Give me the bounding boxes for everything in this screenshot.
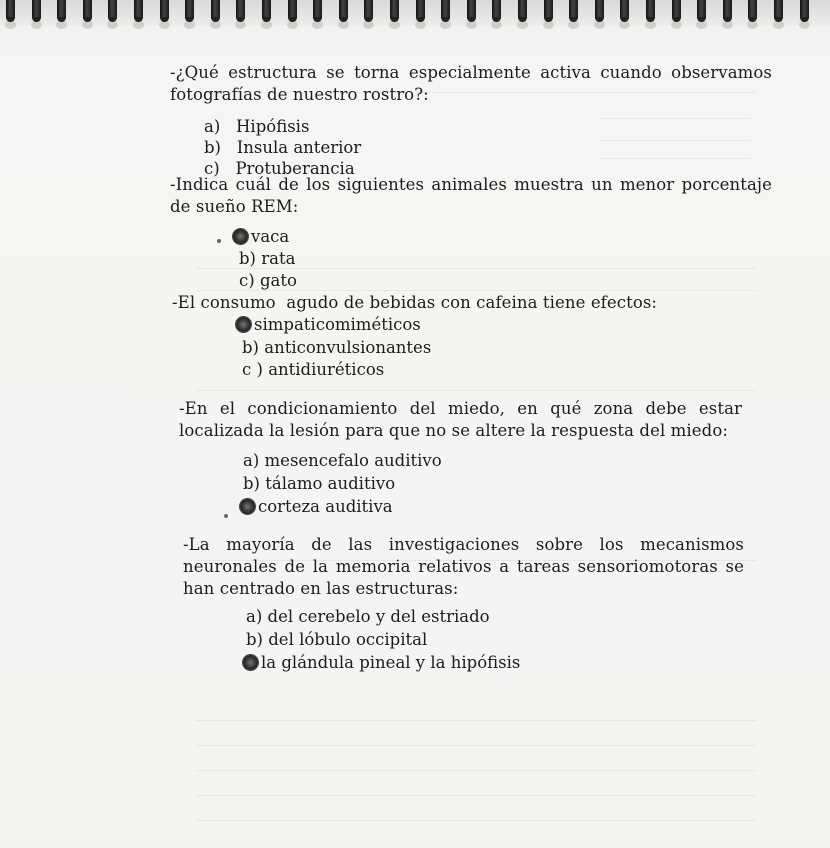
option-text: simpaticomiméticos xyxy=(254,315,421,334)
question-5-option-c[interactable] xyxy=(243,652,520,674)
question-3-option-b[interactable] xyxy=(242,337,431,359)
question-1-stem: -¿Qué estructura se torna especialmente activa cuando observamos fotografías de nuestro rostro?: xyxy=(170,63,772,104)
binding-ring xyxy=(390,0,399,22)
option-text: gato xyxy=(259,271,297,290)
option-text: rata xyxy=(261,249,296,268)
option-text: anticonvulsionantes xyxy=(264,338,432,357)
binding-ring xyxy=(364,0,373,22)
option-prefix: a) xyxy=(243,451,260,470)
binding-ring xyxy=(492,0,501,22)
binding-ring xyxy=(697,0,706,22)
question-2-option-c[interactable] xyxy=(239,270,297,292)
binding-ring xyxy=(211,0,220,22)
answer-mark-icon xyxy=(240,499,255,514)
question-4-stem: -En el condicionamiento del miedo, en qué zona debe estar localizada la lesión para que no se altere la respuesta del miedo: xyxy=(179,399,742,440)
option-prefix: b) xyxy=(239,249,256,268)
binding-ring xyxy=(748,0,757,22)
binding-ring xyxy=(134,0,143,22)
option-text: mesencefalo auditivo xyxy=(264,451,442,470)
option-text: Hipófisis xyxy=(236,117,310,136)
binding-ring xyxy=(467,0,476,22)
question-3-option-c[interactable] xyxy=(242,359,384,381)
binding-ring xyxy=(518,0,527,22)
question-2-stem: -Indica cuál de los siguientes animales muestra un menor porcentaje de sueño REM: xyxy=(170,175,772,216)
option-text: Insula anterior xyxy=(236,138,362,157)
binding-ring xyxy=(646,0,655,22)
option-prefix: b) xyxy=(246,630,263,649)
binding-ring xyxy=(339,0,348,22)
option-prefix: c) xyxy=(239,271,255,290)
binding-ring xyxy=(313,0,322,22)
binding-ring xyxy=(544,0,553,22)
question-4-option-b[interactable] xyxy=(243,473,395,495)
option-text: antidiuréticos xyxy=(268,360,385,379)
question-1-option-a[interactable] xyxy=(204,116,309,138)
question-5-option-a[interactable] xyxy=(246,606,490,628)
binding-ring xyxy=(620,0,629,22)
option-text: vaca xyxy=(251,227,290,246)
binding-ring xyxy=(416,0,425,22)
option-prefix: c ) xyxy=(242,360,263,379)
binding-ring xyxy=(800,0,809,22)
binding-ring xyxy=(57,0,66,22)
binding-ring xyxy=(160,0,169,22)
option-prefix: a) xyxy=(246,607,263,626)
binding-ring xyxy=(672,0,681,22)
answer-mark-icon xyxy=(233,229,248,244)
question-2-option-a[interactable] xyxy=(233,226,289,248)
answer-mark-icon xyxy=(243,655,258,670)
question-5-option-b[interactable] xyxy=(246,629,427,651)
binding-ring xyxy=(569,0,578,22)
option-text: tálamo auditivo xyxy=(265,474,396,493)
option-prefix: b) xyxy=(242,338,259,357)
pencil-dot xyxy=(217,239,221,243)
question-3-option-a[interactable] xyxy=(236,314,421,336)
binding-ring xyxy=(774,0,783,22)
question-5-stem: -La mayoría de las investigaciones sobre los mecanismos neuronales de la memoria relativos a tareas sensoriomotoras se han centrado en las estructuras: xyxy=(183,535,744,598)
option-text: del lóbulo occipital xyxy=(268,630,428,649)
binding-ring xyxy=(83,0,92,22)
question-4-option-c[interactable] xyxy=(240,496,393,518)
binding-ring xyxy=(723,0,732,22)
binding-ring xyxy=(6,0,15,22)
option-text: del cerebelo y del estriado xyxy=(267,607,490,626)
spiral-binding xyxy=(0,0,830,26)
question-3-stem: -El consumo agudo de bebidas con cafeina tiene efectos: xyxy=(172,293,658,312)
option-prefix: c) xyxy=(204,159,220,178)
binding-ring xyxy=(441,0,450,22)
option-text: corteza auditiva xyxy=(258,497,393,516)
option-prefix: b) xyxy=(243,474,260,493)
question-1-option-b[interactable] xyxy=(204,137,361,159)
answer-mark-icon xyxy=(236,317,251,332)
option-prefix: a) xyxy=(204,117,221,136)
question-4-option-a[interactable] xyxy=(243,450,442,472)
binding-ring xyxy=(108,0,117,22)
binding-ring xyxy=(288,0,297,22)
binding-ring xyxy=(185,0,194,22)
option-text: la glándula pineal y la hipófisis xyxy=(261,653,521,672)
binding-ring xyxy=(32,0,41,22)
question-2-option-b[interactable] xyxy=(239,248,295,270)
binding-ring xyxy=(595,0,604,22)
binding-ring xyxy=(236,0,245,22)
option-prefix: b) xyxy=(204,138,221,157)
option-text: Protuberancia xyxy=(235,159,355,178)
pencil-dot xyxy=(224,514,228,518)
binding-ring xyxy=(262,0,271,22)
